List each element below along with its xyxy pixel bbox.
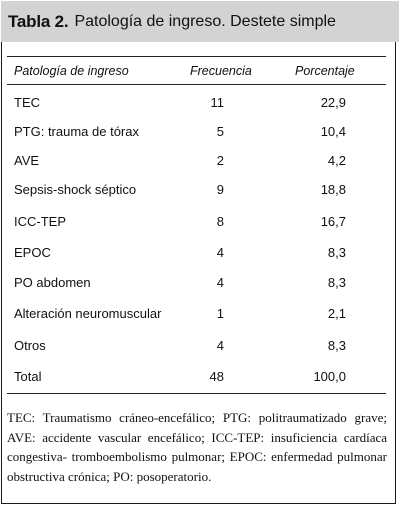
cell-frecuencia: 4 <box>216 338 224 353</box>
header-frecuencia: Frecuencia <box>190 64 252 78</box>
header-patologia: Patología de ingreso <box>14 64 129 78</box>
cell-porcentaje: 16,7 <box>320 214 346 229</box>
cell-porcentaje: 10,4 <box>320 124 346 139</box>
cell-porcentaje: 22,9 <box>320 95 346 110</box>
cell-frecuencia: 9 <box>216 182 224 197</box>
cell-frecuencia: 8 <box>216 214 224 229</box>
table-row <box>0 182 395 202</box>
cell-patologia: AVE <box>14 153 40 168</box>
cell-frecuencia: 48 <box>209 369 224 384</box>
cell-porcentaje: 100,0 <box>313 369 346 384</box>
cell-patologia: Alteración neuromuscular <box>14 306 162 321</box>
table-row <box>0 95 395 115</box>
table-row <box>0 338 395 358</box>
cell-patologia: TEC <box>14 95 40 110</box>
table-bottom-rule <box>7 393 386 394</box>
cell-patologia: PO abdomen <box>14 275 91 290</box>
table-row <box>0 275 395 295</box>
cell-frecuencia: 4 <box>216 275 224 290</box>
table-row <box>0 306 395 326</box>
table-row <box>0 214 395 234</box>
header-top-rule <box>7 56 386 57</box>
table-title-bar <box>1 1 399 42</box>
table-row <box>0 153 395 173</box>
cell-patologia: Sepsis-shock séptico <box>14 182 137 197</box>
cell-patologia: Otros <box>14 338 46 353</box>
table-footnote: TEC: Traumatismo cráneo-encefálico; PTG: politraumatizado grave; AVE: accidente vascular encefálico; ICC-TEP: insuficiencia cardíaca congestiva- tromboembolismo pulmonar; EPOC: enfermedad pulmonar obstructiva crónica; PO: posoperatorio. <box>7 410 387 484</box>
cell-patologia: Total <box>14 369 42 384</box>
cell-frecuencia: 11 <box>210 95 224 110</box>
header-bottom-rule <box>7 84 386 85</box>
header-porcentaje: Porcentaje <box>295 64 355 78</box>
table-label: Tabla 2. <box>8 11 69 31</box>
cell-porcentaje: 8,3 <box>327 338 346 353</box>
cell-frecuencia: 2 <box>216 153 224 168</box>
cell-porcentaje: 8,3 <box>327 245 346 260</box>
cell-porcentaje: 4,2 <box>327 153 346 168</box>
table-caption: Patología de ingreso. Destete simple <box>74 12 336 30</box>
cell-frecuencia: 1 <box>216 306 224 321</box>
cell-patologia: PTG: trauma de tórax <box>14 124 139 139</box>
table-row <box>0 124 395 144</box>
cell-frecuencia: 5 <box>216 124 224 139</box>
cell-porcentaje: 18,8 <box>320 182 346 197</box>
cell-frecuencia: 4 <box>216 245 224 260</box>
table-row <box>0 369 395 389</box>
cell-porcentaje: 8,3 <box>327 275 346 290</box>
cell-porcentaje: 2,1 <box>327 306 346 321</box>
cell-patologia: ICC-TEP <box>14 214 66 229</box>
table-row <box>0 245 395 265</box>
cell-patologia: EPOC <box>14 245 51 260</box>
